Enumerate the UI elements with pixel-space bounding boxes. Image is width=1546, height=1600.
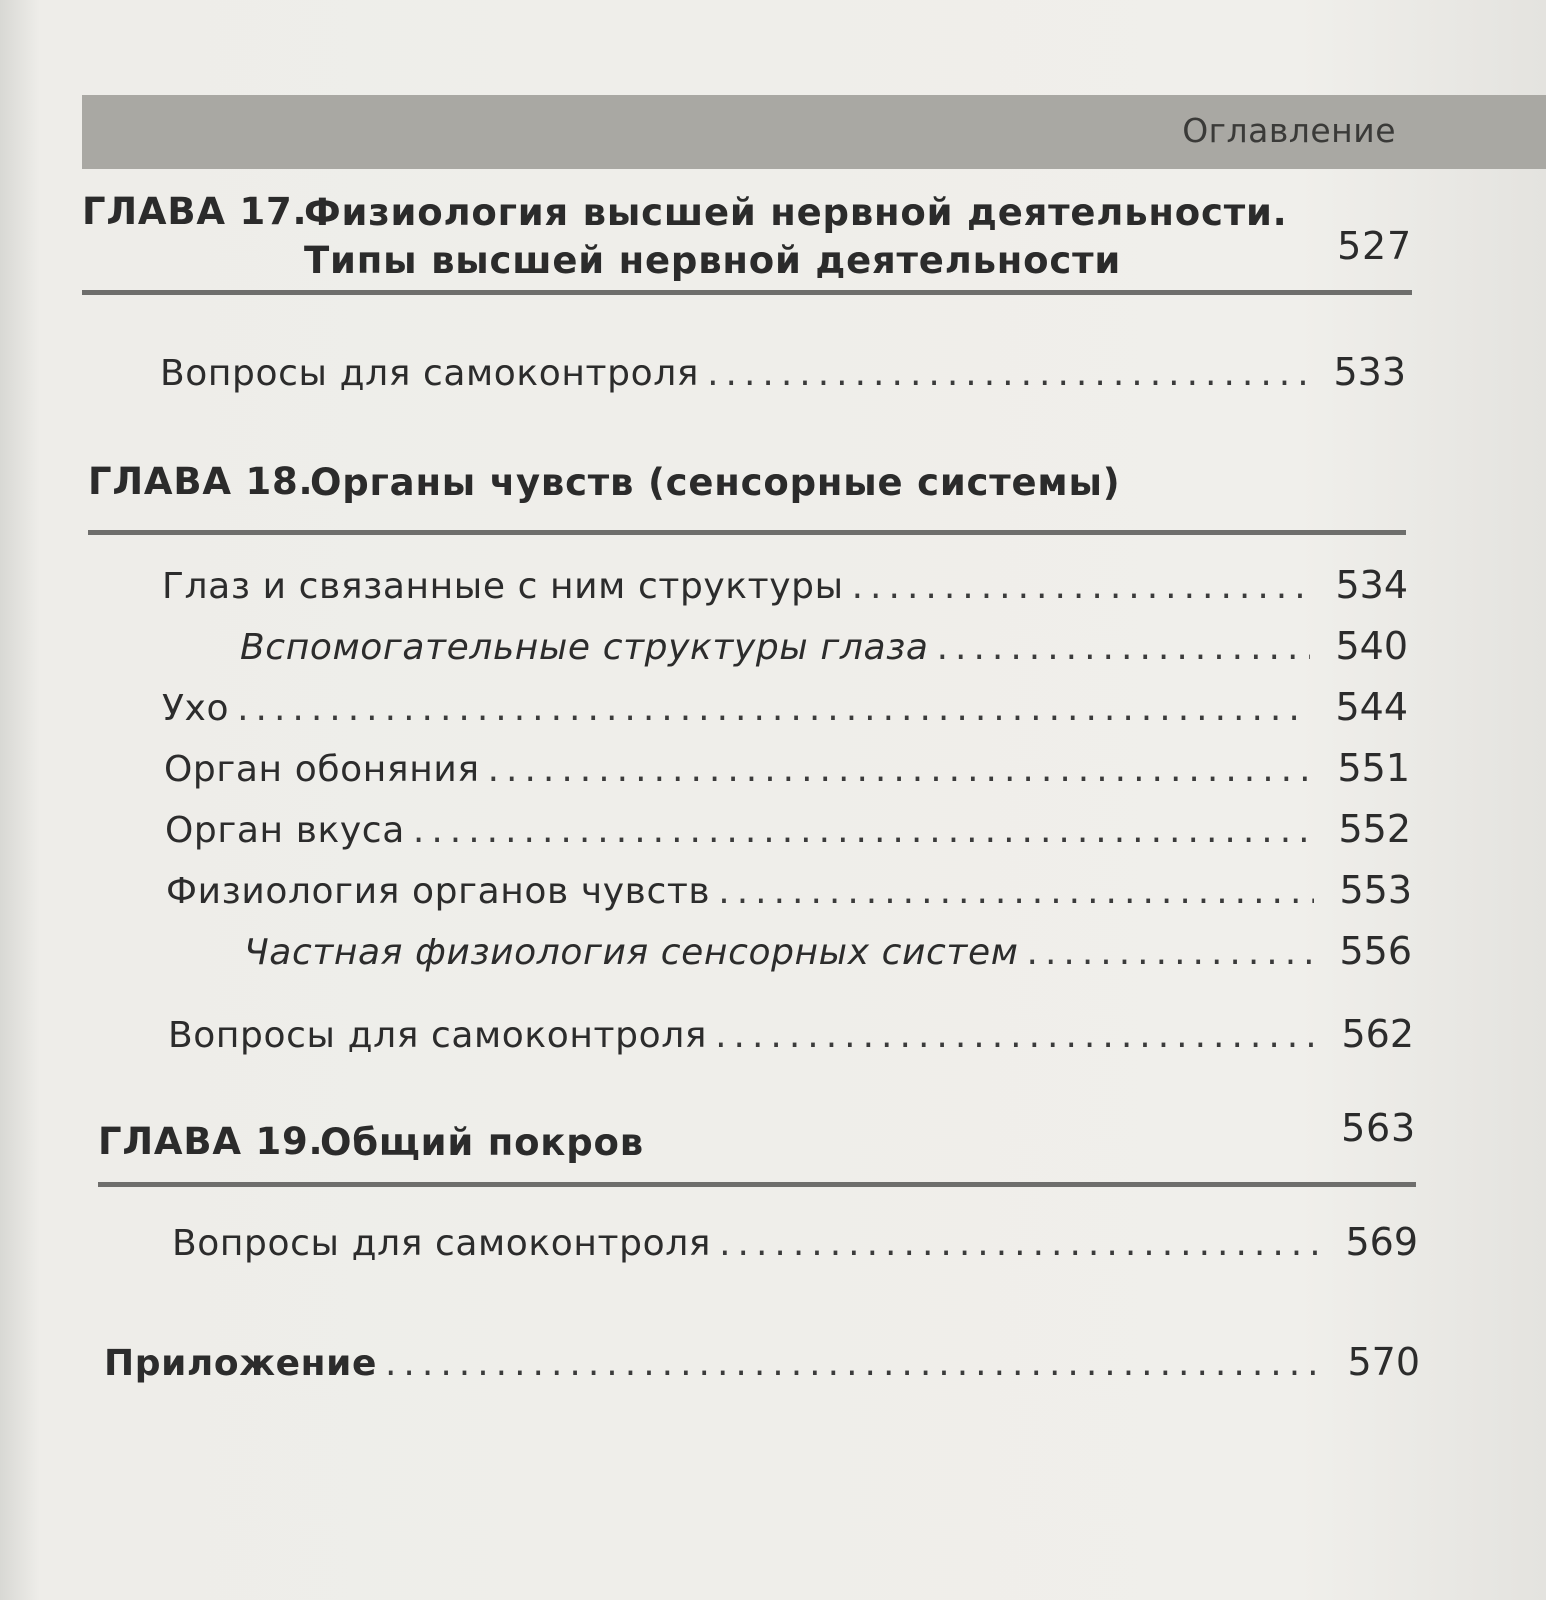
chapter-19-heading: [98, 1106, 1416, 1200]
toc-entry-page: 533: [1333, 350, 1406, 394]
toc-entry-title: Ухо: [162, 688, 230, 729]
toc-entry-title: Физиология органов чувств: [166, 871, 711, 912]
dot-leader: [718, 871, 1314, 912]
toc-entry-page: 569: [1345, 1220, 1418, 1264]
chapter-title: Органы чувств (сенсорные системы): [310, 461, 1121, 504]
dot-leader: [488, 749, 1312, 790]
toc-appendix-entry: [104, 1340, 1420, 1384]
chapter-18-heading: [88, 460, 1406, 540]
dot-leader: [719, 1223, 1320, 1264]
toc-subentry-title: Вспомогательные структуры глаза: [240, 627, 929, 668]
dot-leader: [715, 1015, 1316, 1056]
toc-entry: [165, 807, 1411, 851]
toc-entry-page: 556: [1339, 929, 1412, 973]
toc-subentry-title: Частная физиология сенсорных систем: [244, 932, 1019, 973]
toc-entry-page: 562: [1341, 1012, 1414, 1056]
running-header-title: Оглавление: [1182, 111, 1396, 150]
toc-entry: [164, 746, 1410, 790]
chapter-rule: [82, 290, 1412, 295]
toc-entry: [172, 1220, 1418, 1264]
toc-entry-title: Приложение: [104, 1343, 377, 1384]
toc-entry-title: Орган обоняния: [164, 749, 480, 790]
dot-leader: [1027, 932, 1314, 973]
toc-subentry: [244, 929, 1412, 973]
chapter-page-number: 563: [1341, 1106, 1416, 1150]
chapter-rule: [98, 1182, 1416, 1187]
toc-entry: [162, 685, 1408, 729]
dot-leader: [413, 810, 1313, 851]
toc-entry-title: Глаз и связанные с ним структуры: [162, 566, 844, 607]
toc-entry: [162, 563, 1408, 607]
toc-entry-title: Вопросы для самоконтроля: [160, 353, 700, 394]
chapter-page-number: 527: [1337, 224, 1412, 268]
toc-entry-page: 552: [1338, 807, 1411, 851]
toc-entry: [168, 1012, 1414, 1056]
chapter-label: ГЛАВА 18.: [88, 460, 314, 503]
toc-entry-page: 544: [1335, 685, 1408, 729]
toc-subentry: [240, 624, 1408, 668]
dot-leader: [852, 566, 1310, 607]
toc-entry-page: 540: [1335, 624, 1408, 668]
chapter-label: ГЛАВА 19.: [98, 1120, 324, 1163]
dot-leader: [237, 688, 1310, 729]
toc-entry-title: Орган вкуса: [165, 810, 405, 851]
toc-entry-page: 570: [1347, 1340, 1420, 1384]
toc-entry-page: 551: [1337, 746, 1410, 790]
toc-entry: [160, 350, 1406, 394]
toc-entry-title: Вопросы для самоконтроля: [172, 1223, 712, 1264]
dot-leader: [385, 1343, 1322, 1384]
chapter-rule: [88, 530, 1406, 535]
toc-entry-page: 534: [1335, 563, 1408, 607]
chapter-title-line1: Физиология высшей нервной деятельности.: [304, 191, 1288, 234]
dot-leader: [937, 627, 1310, 668]
chapter-title: Общий покров: [320, 1121, 644, 1164]
dot-leader: [707, 353, 1308, 394]
toc-entry-page: 553: [1339, 868, 1412, 912]
toc-entry: [166, 868, 1412, 912]
chapter-label: ГЛАВА 17.: [82, 190, 308, 233]
chapter-17-heading: [82, 190, 1412, 310]
chapter-title-line2: Типы высшей нервной деятельности: [304, 239, 1122, 282]
toc-entry-title: Вопросы для самоконтроля: [168, 1015, 708, 1056]
